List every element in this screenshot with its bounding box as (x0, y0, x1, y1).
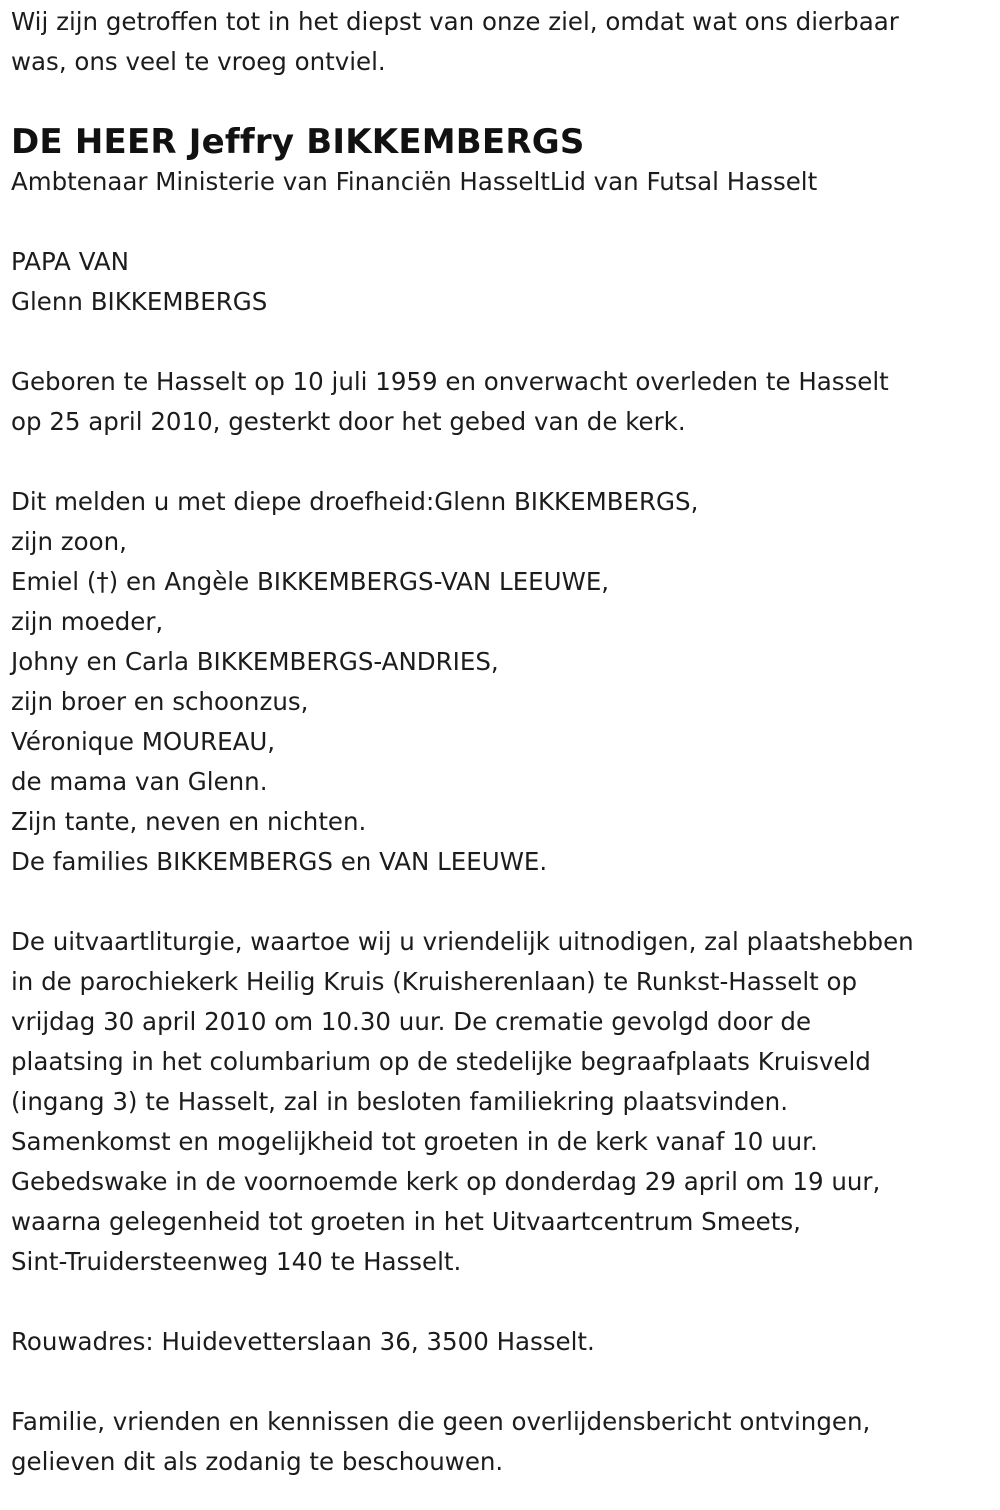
family-line: Véronique MOUREAU, (11, 727, 276, 756)
occupation-line: Ambtenaar Ministerie van Financiën HasseltLid van Futsal Hasselt (11, 167, 818, 196)
family-line: de mama van Glenn. (11, 767, 268, 796)
spacer (11, 322, 996, 362)
family-line: zijn broer en schoonzus, (11, 687, 309, 716)
text-line: was, ons veel te vroeg ontviel. (11, 47, 386, 76)
papa-van-name: Glenn BIKKEMBERGS (11, 287, 268, 316)
closing-paragraph (11, 1402, 996, 1482)
text-line: op 25 april 2010, gesterkt door het gebed van de kerk. (11, 407, 686, 436)
spacer (11, 882, 996, 922)
text-line: in de parochiekerk Heilig Kruis (Kruisherenlaan) te Runkst-Hasselt op (11, 967, 858, 996)
spacer (11, 202, 996, 242)
text-line: plaatsing in het columbarium op de stedelijke begraafplaats Kruisveld (11, 1047, 871, 1076)
text-line: De uitvaartliturgie, waartoe wij u vriendelijk uitnodigen, zal plaatshebben (11, 927, 914, 956)
family-line: Zijn tante, neven en nichten. (11, 807, 367, 836)
family-line: zijn zoon, (11, 527, 127, 556)
intro-paragraph (11, 2, 996, 82)
text-line: Samenkomst en mogelijkheid tot groeten in de kerk vanaf 10 uur. (11, 1127, 818, 1156)
family-line: De families BIKKEMBERGS en VAN LEEUWE. (11, 847, 548, 876)
birth-death-paragraph (11, 362, 996, 442)
spacer (11, 442, 996, 482)
text-line: Gebedswake in de voornoemde kerk op donderdag 29 april om 19 uur, (11, 1167, 881, 1196)
text-line: waarna gelegenheid tot groeten in het Uitvaartcentrum Smeets, (11, 1207, 801, 1236)
family-announcement (11, 482, 996, 882)
family-line: Johny en Carla BIKKEMBERGS-ANDRIES, (11, 647, 499, 676)
text-line: Wij zijn getroffen tot in het diepst van onze ziel, omdat wat ons dierbaar (11, 7, 899, 36)
family-line: Dit melden u met diepe droefheid:Glenn BIKKEMBERGS, (11, 487, 699, 516)
family-line: zijn moeder, (11, 607, 164, 636)
text-line: gelieven dit als zodanig te beschouwen. (11, 1447, 504, 1476)
deceased-name-heading: DE HEER Jeffry BIKKEMBERGS (11, 122, 585, 162)
text-line: Familie, vrienden en kennissen die geen overlijdensbericht ontvingen, (11, 1407, 871, 1436)
text-line: Geboren te Hasselt op 10 juli 1959 en onverwacht overleden te Hasselt (11, 367, 889, 396)
text-line: (ingang 3) te Hasselt, zal in besloten familiekring plaatsvinden. (11, 1087, 788, 1116)
spacer (11, 1282, 996, 1322)
mourning-address: Rouwadres: Huidevetterslaan 36, 3500 Hasselt. (11, 1327, 595, 1356)
funeral-details-paragraph (11, 922, 996, 1282)
papa-van-label: PAPA VAN (11, 247, 130, 276)
spacer (11, 1362, 996, 1402)
text-line: vrijdag 30 april 2010 om 10.30 uur. De crematie gevolgd door de (11, 1007, 812, 1036)
obituary-document (11, 2, 996, 1482)
text-line: Sint-Truidersteenweg 140 te Hasselt. (11, 1247, 462, 1276)
family-line: Emiel (†) en Angèle BIKKEMBERGS-VAN LEEUWE, (11, 567, 610, 596)
